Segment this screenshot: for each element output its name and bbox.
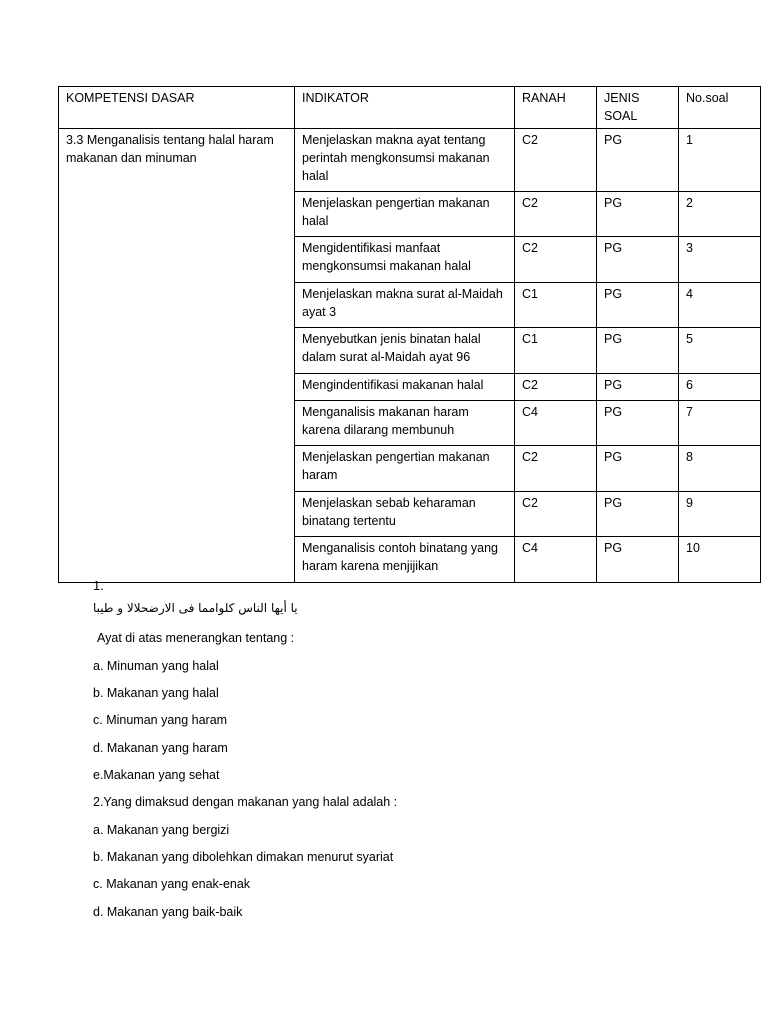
indikator-cell: Mengindentifikasi makanan halal [295, 374, 515, 401]
no-soal-cell: 7 [679, 401, 761, 446]
question-1-prompt: Ayat di atas menerangkan tentang : [97, 631, 295, 645]
question-1-option-e: e.Makanan yang sehat [93, 768, 220, 782]
header-ranah: RANAH [515, 87, 597, 129]
question-2-option-c: c. Makanan yang enak-enak [93, 877, 251, 891]
header-jenis-soal: JENIS SOAL [597, 87, 679, 129]
no-soal-cell: 3 [679, 237, 761, 283]
indikator-cell: Menjelaskan pengertian makanan halal [295, 192, 515, 237]
kompetensi-dasar-cell: 3.3 Menganalisis tentang halal haram makanan dan minuman [59, 129, 295, 583]
question-1-option-b: b. Makanan yang halal [93, 686, 219, 700]
ranah-cell: C2 [515, 192, 597, 237]
indikator-cell: Mengidentifikasi manfaat mengkonsumsi makanan halal [295, 237, 515, 283]
no-soal-cell: 8 [679, 446, 761, 492]
question-2-prompt: 2.Yang dimaksud dengan makanan yang halal adalah : [93, 795, 398, 809]
question-1-number: 1. [93, 578, 104, 593]
ranah-cell: C1 [515, 328, 597, 374]
indikator-cell: Menganalisis makanan haram karena dilarang membunuh [295, 401, 515, 446]
indikator-cell: Menjelaskan makna ayat tentang perintah mengkonsumsi makanan halal [295, 129, 515, 192]
jenis-soal-cell: PG [597, 446, 679, 492]
no-soal-cell: 10 [679, 537, 761, 583]
arabic-verse: يا أيها الناس كلوامما فى الارضحلالا و طيبا [93, 601, 298, 615]
ranah-cell: C4 [515, 401, 597, 446]
header-kompetensi-dasar: KOMPETENSI DASAR [59, 87, 295, 129]
indicator-table [58, 86, 761, 583]
header-indikator: INDIKATOR [295, 87, 515, 129]
ranah-cell: C2 [515, 374, 597, 401]
jenis-soal-cell: PG [597, 192, 679, 237]
no-soal-cell: 5 [679, 328, 761, 374]
table-row [59, 129, 761, 192]
ranah-cell: C2 [515, 492, 597, 537]
ranah-cell: C4 [515, 537, 597, 583]
jenis-soal-cell: PG [597, 537, 679, 583]
no-soal-cell: 2 [679, 192, 761, 237]
jenis-soal-cell: PG [597, 237, 679, 283]
jenis-soal-cell: PG [597, 401, 679, 446]
no-soal-cell: 6 [679, 374, 761, 401]
jenis-soal-cell: PG [597, 374, 679, 401]
ranah-cell: C1 [515, 283, 597, 328]
ranah-cell: C2 [515, 237, 597, 283]
indikator-cell: Menjelaskan sebab keharaman binatang tertentu [295, 492, 515, 537]
ranah-cell: C2 [515, 446, 597, 492]
jenis-soal-cell: PG [597, 492, 679, 537]
indikator-cell: Menjelaskan pengertian makanan haram [295, 446, 515, 492]
indikator-cell: Menjelaskan makna surat al-Maidah ayat 3 [295, 283, 515, 328]
table-header-row [59, 87, 761, 129]
no-soal-cell: 1 [679, 129, 761, 192]
question-2-option-d: d. Makanan yang baik-baik [93, 905, 243, 919]
indikator-cell: Menganalisis contoh binatang yang haram karena menjijikan [295, 537, 515, 583]
question-2-option-a: a. Makanan yang bergizi [93, 823, 230, 837]
header-no-soal: No.soal [679, 87, 761, 129]
question-2-option-b: b. Makanan yang dibolehkan dimakan menurut syariat [93, 850, 394, 864]
no-soal-cell: 4 [679, 283, 761, 328]
no-soal-cell: 9 [679, 492, 761, 537]
ranah-cell: C2 [515, 129, 597, 192]
question-1-option-c: c. Minuman yang haram [93, 713, 228, 727]
jenis-soal-cell: PG [597, 328, 679, 374]
question-1-option-d: d. Makanan yang haram [93, 741, 228, 755]
question-1-option-a: a. Minuman yang halal [93, 659, 219, 673]
indikator-cell: Menyebutkan jenis binatan halal dalam surat al-Maidah ayat 96 [295, 328, 515, 374]
jenis-soal-cell: PG [597, 283, 679, 328]
jenis-soal-cell: PG [597, 129, 679, 192]
